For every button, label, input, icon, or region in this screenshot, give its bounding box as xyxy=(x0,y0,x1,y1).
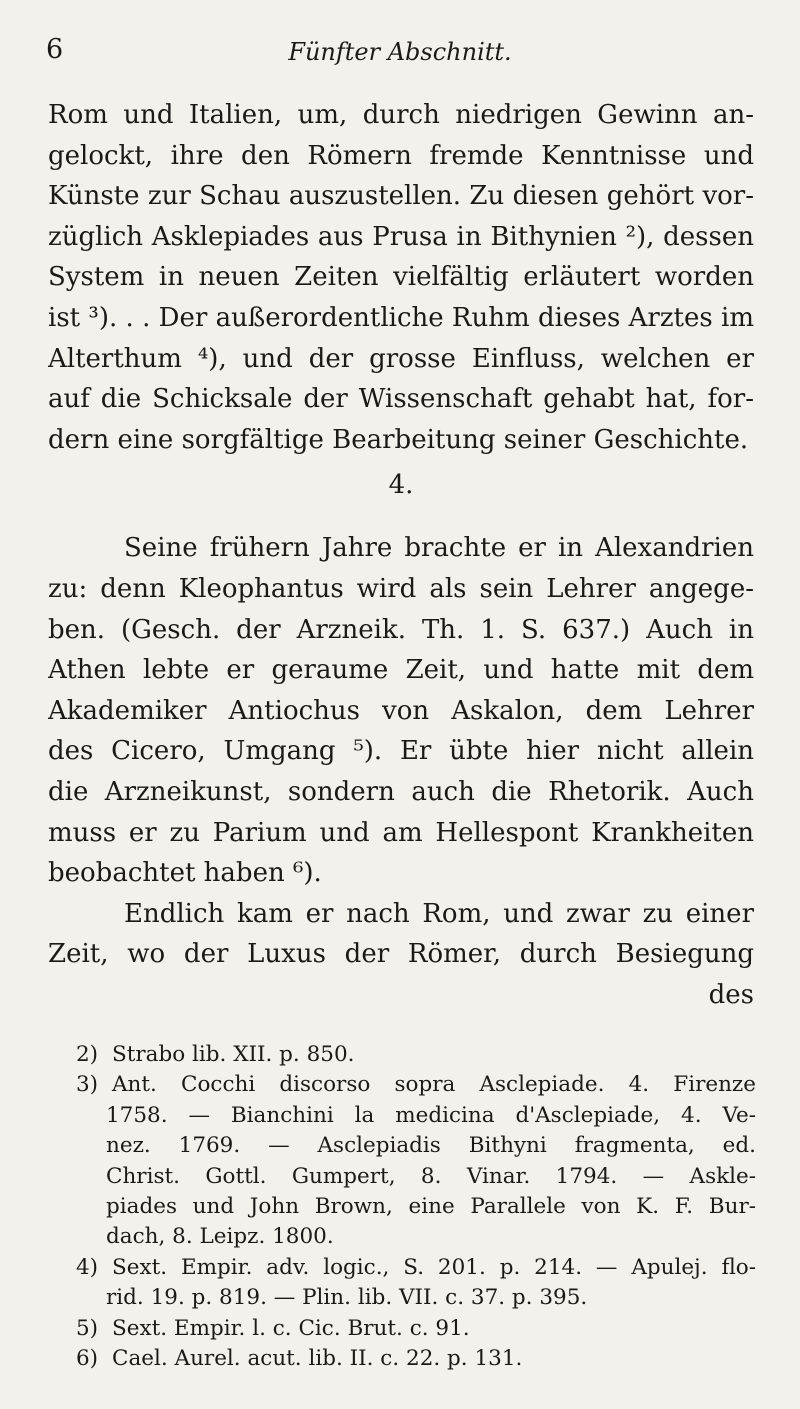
footnote xyxy=(76,1314,756,1344)
text-line: Endlich kam er nach Rom, und zwar zu einer xyxy=(124,898,754,929)
text-line: die Arzneikunst, sondern auch die Rhetorik. Auch xyxy=(48,776,754,807)
paragraph xyxy=(48,894,754,975)
text-line: zu: denn Kleophantus wird als sein Lehrer angege- xyxy=(48,573,754,604)
text-line: ist ³). . . Der außerordentliche Ruhm dieses Arztes im xyxy=(48,302,754,333)
footnote-text: piades und John Brown, eine Parallele von K. F. Bur- xyxy=(106,1193,756,1219)
text-line: Athen lebte er geraume Zeit, und hatte mit dem xyxy=(48,655,754,686)
text-line: züglich Asklepiades aus Prusa in Bithynien ²), dessen xyxy=(48,221,754,252)
footnote-text: dach, 8. Leipz. 1800. xyxy=(106,1224,334,1250)
text-line: auf die Schicksale der Wissenschaft gehabt hat, for- xyxy=(48,384,754,415)
text-line: muss er zu Parium und am Hellespont Krankheiten xyxy=(48,817,754,848)
footnote xyxy=(76,1040,756,1070)
footnote-label: 4) xyxy=(76,1254,99,1280)
footnote-text: Sext. Empir. l. c. Cic. Brut. c. 91. xyxy=(112,1315,470,1341)
catchword: des xyxy=(708,979,754,1010)
text-line: Alterthum ⁴), und der grosse Einfluss, welchen er xyxy=(48,343,754,374)
footnote-text: 1758. — Bianchini la medicina d'Asclepiade, 4. Ve- xyxy=(106,1102,756,1128)
text-line: gelockt, ihre den Römern fremde Kenntnisse und xyxy=(48,140,754,171)
page-header xyxy=(46,34,754,74)
text-line: System in neuen Zeiten vielfältig erläutert worden xyxy=(48,262,754,293)
section-number: 4. xyxy=(388,470,414,501)
footnote-text: nez. 1769. — Asclepiadis Bithyni fragmenta, ed. xyxy=(106,1133,756,1159)
footnote xyxy=(76,1344,756,1374)
footnote xyxy=(76,1070,756,1252)
footnote-text: Sext. Empir. adv. logic., S. 201. p. 214. — Apulej. flo- xyxy=(112,1254,756,1280)
text-line: dern eine sorgfältige Bearbeitung seiner Geschichte. xyxy=(48,424,749,455)
paragraph xyxy=(48,528,754,893)
text-line: beobachtet haben ⁶). xyxy=(48,858,322,889)
footnote-text: rid. 19. p. 819. — Plin. lib. VII. c. 37. p. 395. xyxy=(106,1285,588,1311)
footnote-label: 5) xyxy=(76,1315,99,1341)
main-text xyxy=(48,95,754,1015)
footnotes xyxy=(76,1040,756,1374)
text-line: Künste zur Schau auszustellen. Zu diesen gehört vor- xyxy=(48,181,754,212)
running-head: Fünfter Abschnitt. xyxy=(288,38,512,66)
footnote-text: Ant. Cocchi discorso sopra Asclepiade. 4. Firenze xyxy=(112,1072,756,1098)
footnote xyxy=(76,1253,756,1314)
text-line: Rom und Italien, um, durch niedrigen Gewinn an- xyxy=(48,100,754,130)
footnote-label: 3) xyxy=(76,1072,99,1098)
text-line: des Cicero, Umgang ⁵). Er übte hier nicht allein xyxy=(48,736,754,767)
footnote-text: Strabo lib. XII. p. 850. xyxy=(112,1042,355,1067)
text-line: Seine frühern Jahre brachte er in Alexandrien xyxy=(124,533,754,564)
footnote-text: Christ. Gottl. Gumpert, 8. Vinar. 1794. — Askle- xyxy=(106,1163,756,1189)
text-line: Akademiker Antiochus von Askalon, dem Lehrer xyxy=(48,695,754,726)
footnote-label: 6) xyxy=(76,1345,99,1371)
footnote-label: 2) xyxy=(76,1042,99,1067)
text-line: ben. (Gesch. der Arzneik. Th. 1. S. 637.) Auch in xyxy=(48,614,754,645)
text-line: Zeit, wo der Luxus der Römer, durch Besiegung xyxy=(48,939,754,970)
page-number: 6 xyxy=(46,34,64,65)
footnote-text: Cael. Aurel. acut. lib. II. c. 22. p. 131. xyxy=(112,1345,523,1371)
paragraph xyxy=(48,95,754,460)
